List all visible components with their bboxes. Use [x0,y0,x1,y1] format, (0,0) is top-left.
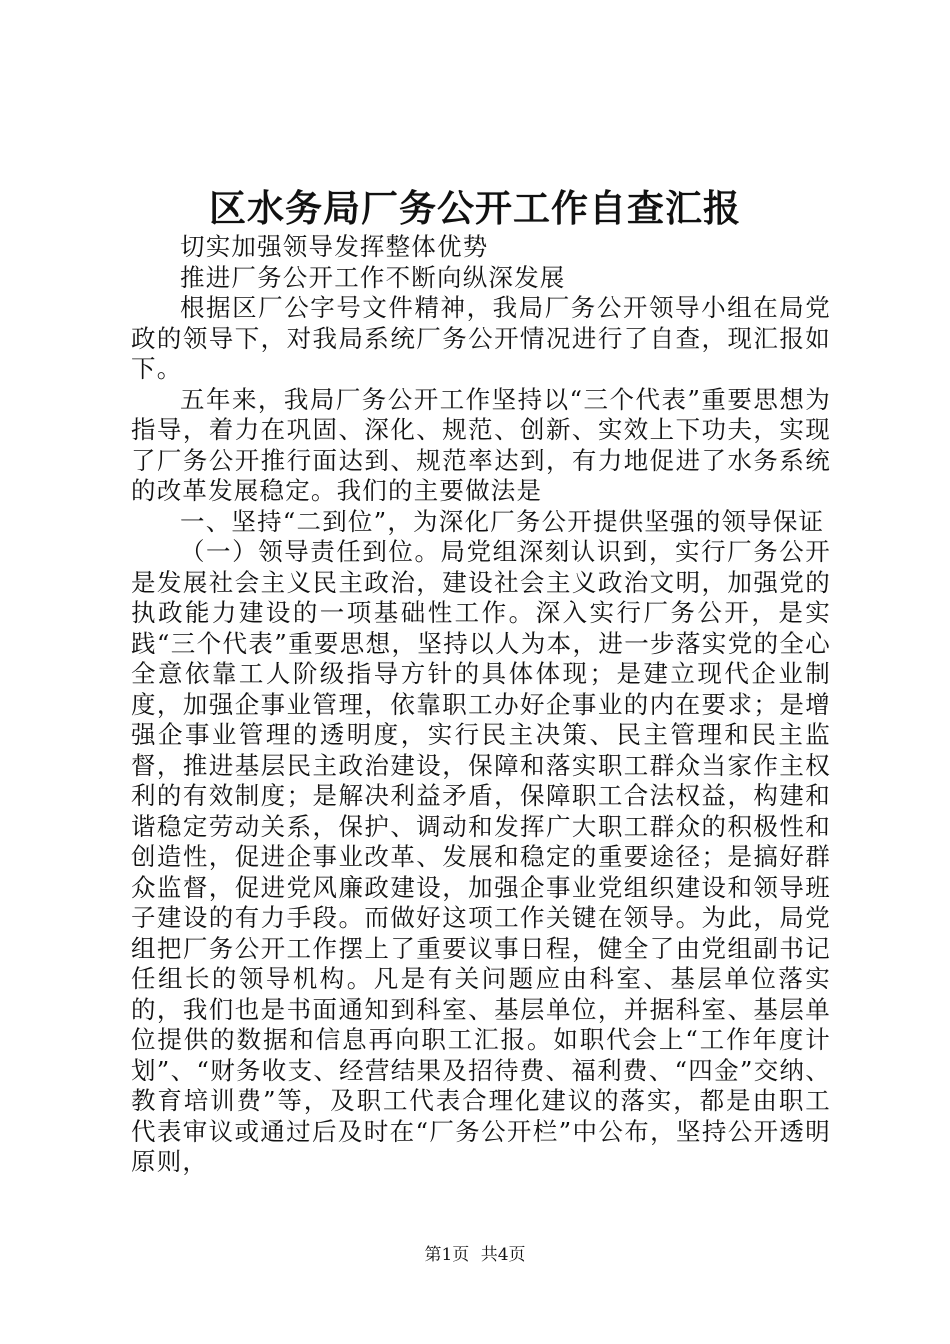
page-total: 共4页 [480,1245,526,1265]
page-footer [0,1243,950,1267]
paragraph: 五年来，我局厂务公开工作坚持以“三个代表”重要思想为指导，着力在巩固、深化、规范、创新、实效上下功夫，实现了厂务公开推行面达到、规范率达到，有力地促进了水务系统的改革发展稳定。我们的主要做法是 [131,384,831,505]
paragraph: 根据区厂公字号文件精神，我局厂务公开领导小组在局党政的领导下，对我局系统厂务公开情况进行了自查，现汇报如下。 [131,293,831,383]
page-number: 第1页 [424,1245,470,1265]
document-body [131,232,831,1178]
document-title: 区水务局厂务公开工作自查汇报 [209,186,741,230]
paragraph: （一）领导责任到位。局党组深刻认识到，实行厂务公开是发展社会主义民主政治，建设社会主义政治文明，加强党的执政能力建设的一项基础性工作。深入实行厂务公开，是实践“三个代表”重要思想，坚持以人为本，进一步落实党的全心全意依靠工人阶级指导方针的具体体现；是建立现代企业制度，加强企事业管理，依靠职工办好企事业的内在要求；是增强企事业管理的透明度，实行民主决策、民主管理和民主监督，推进基层民主政治建设，保障和落实职工群众当家作主权利的有效制度；是解决利益矛盾，保障职工合法权益，构建和谐稳定劳动关系，保护、调动和发挥广大职工群众的积极性和创造性，促进企事业改革、发展和稳定的重要途径；是搞好群众监督，促进党风廉政建设，加强企事业党组织建设和领导班子建设的有力手段。而做好这项工作关键在领导。为此，局党组把厂务公开工作摆上了重要议事日程，健全了由党组副书记任组长的领导机构。凡是有关问题应由科室、基层单位落实的，我们也是书面通知到科室、基层单位，并据科室、基层单位提供的数据和信息再向职工汇报。如职代会上“工作年度计划”、“财务收支、经营结果及招待费、福利费、“四金”交纳、教育培训费”等，及职工代表合理化建议的落实，都是由职工代表审议或通过后及时在“厂务公开栏”中公布，坚持公开透明原则， [131,537,831,1176]
subtitle-line: 推进厂务公开工作不断向纵深发展 [180,262,566,292]
section-heading: 一、坚持“二到位”，为深化厂务公开提供坚强的领导保证 [180,506,825,536]
subtitle-line: 切实加强领导发挥整体优势 [180,232,489,261]
